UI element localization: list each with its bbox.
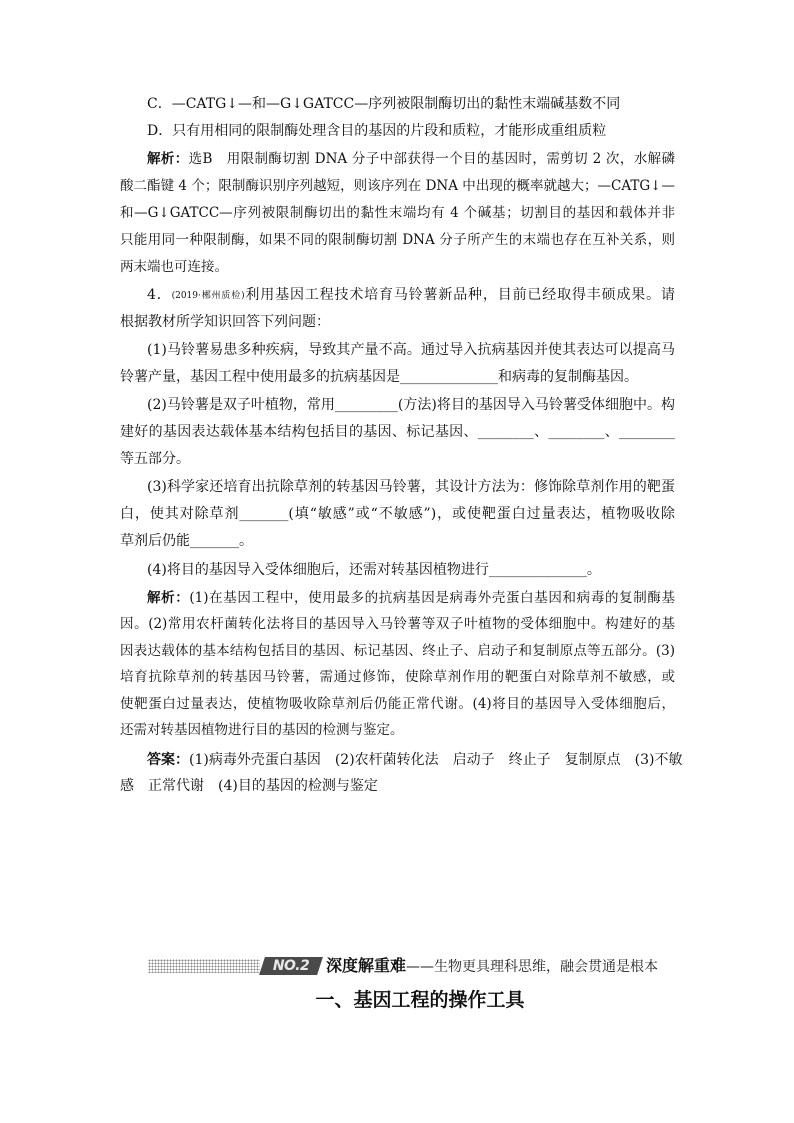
dotted-strip — [148, 959, 260, 973]
analysis-line: 酸二酯键 4 个；限制酶识别序列越短，则该序列在 DNA 中出现的概率就越大；—CATG↓— — [120, 178, 675, 194]
section-banner-title — [326, 955, 658, 977]
option-d: D．只有用相同的限制酶处理含目的基因的片段和质粒，才能形成重组质粒 — [147, 123, 607, 139]
question-line: (3)科学家还培育出抗除草剂的转基因马铃薯，其设计方法为：修饰除草剂作用的靶蛋 — [147, 479, 675, 495]
question-4-part-3 — [120, 474, 675, 555]
answer-text: (1)病毒外壳蛋白基因 (2)农杆菌转化法 启动子 终止子 复制原点 (3)不敏 — [189, 752, 683, 768]
analysis-line: 只能用同一种限制酶，如果不同的限制酶切割 DNA 分子所产生的末端也存在互补关系，则 — [120, 232, 675, 248]
analysis-text: 选B 用限制酶切割 DNA 分子中部获得一个目的基因时，需剪切 2 次，水解磷 — [188, 151, 675, 167]
analysis-line: 两末端也可连接。 — [120, 259, 228, 275]
analysis-line: 因。(2)常用农杆菌转化法将目的基因导入马铃薯等双子叶植物的受体细胞中。构建好的基 — [120, 616, 675, 633]
question-line: 草剂后仍能_______。 — [120, 533, 253, 549]
section-badge: NO.2 — [272, 958, 310, 974]
analysis-line: 因表达载体的基本结构包括目的基因、标记基因、终止子、启动子和复制原点等五部分。(3) — [120, 642, 675, 659]
question-line: 建好的基因表达载体基本结构包括目的基因、标记基因、________、________、________ — [120, 424, 675, 440]
question-4-part-4 — [120, 557, 675, 584]
question-line: (1)马铃薯易患多种疾病，导致其产量不高。通过导入抗病基因并使其表达可以提高马 — [147, 342, 675, 358]
question-line: 等五部分。 — [120, 451, 190, 467]
question-line: 铃薯产量，基因工程中使用最多的抗病基因是______________和病毒的复制酶基因。 — [120, 369, 638, 385]
question-line: 白，使其对除草剂_______(填“敏感”或“不敏感”)，或使靶蛋白过量表达，植物吸收除 — [120, 506, 675, 522]
question-line: 根据教材所学知识回答下列问题： — [120, 314, 330, 330]
analysis-line: 和—G↓GATCC—序列被限制酶切出的黏性末端均有 4 个碱基；切割目的基因和载体并非 — [120, 205, 675, 221]
question-3-options — [120, 91, 675, 145]
analysis-text: (1)在基因工程中，使用最多的抗病基因是病毒外壳蛋白基因和病毒的复制酶基 — [189, 590, 675, 606]
question-4-answer — [120, 747, 683, 799]
answer-line — [120, 747, 683, 773]
option-c: C．—CATG↓—和—G↓GATCC—序列被限制酶切出的黏性末端碱基数不同 — [147, 96, 621, 112]
section-title: 深度解重难 — [326, 956, 407, 975]
answer-label: 答案： — [147, 752, 189, 768]
section-heading: 一、基因工程的操作工具 — [315, 989, 525, 1011]
analysis-line — [120, 146, 675, 173]
analysis-line — [120, 585, 675, 611]
question-3-analysis — [120, 146, 675, 281]
question-4-analysis — [120, 585, 675, 743]
question-4-part-2 — [120, 392, 675, 473]
analysis-line: 还需对转基因植物进行目的基因的检测与鉴定。 — [120, 721, 404, 738]
question-number: 4． — [147, 287, 172, 303]
question-source: (2019·郴州质检) — [171, 291, 245, 301]
question-4-part-1 — [120, 337, 675, 391]
analysis-label: 解析： — [147, 590, 190, 606]
answer-line: 感 正常代谢 (4)目的基因的检测与鉴定 — [120, 778, 378, 794]
question-line: (2)马铃薯是双子叶植物，常用_________(方法)将目的基因导入马铃薯受体细胞中。构 — [147, 397, 675, 413]
question-line — [120, 282, 675, 309]
analysis-label: 解析： — [147, 151, 189, 167]
question-text: 利用基因工程技术培育马铃薯新品种，目前已经取得丰硕成果。请 — [244, 287, 675, 303]
section-subtitle: ——生物更具理科思维，融会贯通是根本 — [406, 959, 659, 975]
question-4-stem — [120, 282, 675, 336]
section-banner — [148, 955, 688, 977]
question-line: (4)将目的基因导入受体细胞后，还需对转基因植物进行______________。 — [147, 562, 601, 578]
analysis-line: 培育抗除草剂的转基因马铃薯，需通过修饰，使除草剂作用的靶蛋白对除草剂不敏感，或 — [120, 669, 675, 686]
analysis-line: 使靶蛋白过量表达，使植物吸收除草剂后仍能正常代谢。(4)将目的基因导入受体细胞后， — [120, 695, 675, 712]
